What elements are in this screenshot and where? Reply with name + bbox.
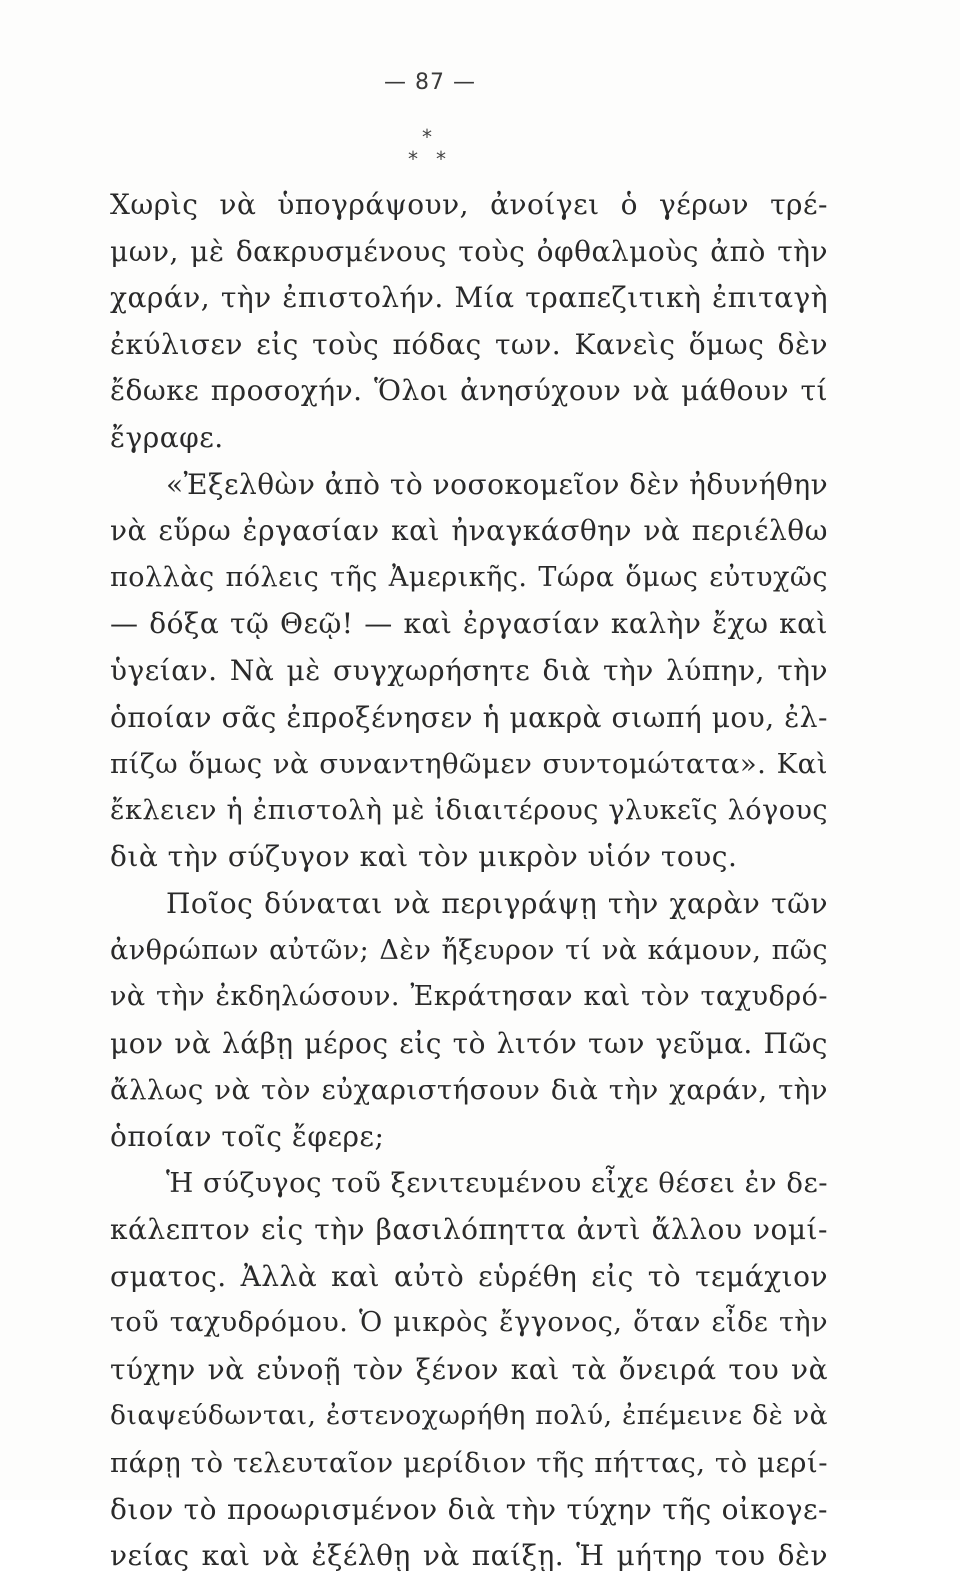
text-line: νὰ εὕρω ἐργασίαν καὶ ἠναγκάσθην νὰ περιέλθω bbox=[110, 514, 828, 548]
text-line: Ἡ σύζυγος τοῦ ξενιτευμένου εἶχε θέσει ἐν δε- bbox=[166, 1167, 828, 1200]
asterisk-left: * bbox=[408, 147, 418, 171]
text-line: τύχην νὰ εὐνοῇ τὸν ξένον καὶ τὰ ὄνειρά του νὰ bbox=[110, 1352, 828, 1386]
text-line: ὁποίαν τοῖς ἔφερε; bbox=[110, 1119, 385, 1153]
text-line: σματος. Ἀλλὰ καὶ αὐτὸ εὑρέθη εἰς τὸ τεμάχιον bbox=[110, 1259, 828, 1293]
text-line: ὁποίαν σᾶς ἐπροξένησεν ἡ μακρὰ σιωπή μου, ἐλ- bbox=[110, 700, 828, 734]
text-line: ἔδωκε προσοχήν. Ὅλοι ἀνησύχουν νὰ μάθουν τί bbox=[110, 374, 828, 408]
text-line: διαψεύδωνται, ἐστενοχωρήθη πολύ, ἐπέμεινε δὲ νὰ bbox=[110, 1400, 828, 1432]
text-line: ἔκλειεν ἡ ἐπιστολὴ μὲ ἰδιαιτέρους γλυκεῖς λόγους bbox=[110, 794, 828, 826]
text-line: τοῦ ταχυδρόμου. Ὁ μικρὸς ἔγγονος, ὅταν εἶδε τὴν bbox=[110, 1307, 828, 1339]
asterisk-top: * bbox=[422, 125, 432, 149]
text-line: διὰ τὴν σύζυγον καὶ τὸν μικρὸν υἱόν τους. bbox=[110, 840, 738, 874]
text-line: Ποῖος δύναται νὰ περιγράψῃ τὴν χαρὰν τῶν bbox=[166, 886, 828, 920]
text-line: «Ἐξελθὼν ἀπὸ τὸ νοσοκομεῖον δὲν ἠδυνήθην bbox=[166, 467, 828, 501]
text-line: κάλεπτον εἰς τὴν βασιλόπηττα ἀντὶ ἄλλου νομί- bbox=[110, 1213, 828, 1247]
text-line: χαράν, τὴν ἐπιστολήν. Μία τραπεζιτικὴ ἐπιταγὴ bbox=[110, 281, 828, 315]
text-line: ἔγραφε. bbox=[110, 420, 224, 454]
section-separator-asterism bbox=[400, 125, 460, 175]
body-text bbox=[110, 182, 828, 1580]
text-line: ἄλλως νὰ τὸν εὐχαριστήσουν διὰ τὴν χαράν, τὴν bbox=[110, 1074, 828, 1107]
text-line: μων, μὲ δακρυσμένους τοὺς ὀφθαλμοὺς ἀπὸ τὴν bbox=[110, 234, 828, 268]
text-line: πάρῃ τὸ τελευταῖον μερίδιον τῆς πήττας, τὸ μερί- bbox=[110, 1447, 828, 1480]
text-line: νὰ τὴν ἐκδηλώσουν. Ἐκράτησαν καὶ τὸν ταχυδρό- bbox=[110, 981, 828, 1013]
text-line: ὑγείαν. Νὰ μὲ συγχωρήσητε διὰ τὴν λύπην, τὴν bbox=[110, 653, 828, 687]
text-line: νείας καὶ νὰ ἐξέλθῃ νὰ παίξῃ. Ἡ μήτηρ του δὲν bbox=[110, 1539, 828, 1573]
text-line: ἐκύλισεν εἰς τοὺς πόδας των. Κανεὶς ὅμως δὲν bbox=[110, 327, 828, 361]
text-line: ἀνθρώπων αὐτῶν; Δὲν ἤξευρον τί νὰ κάμουν, πῶς bbox=[110, 934, 828, 966]
text-line: — δόξα τῷ Θεῷ! — καὶ ἐργασίαν καλὴν ἔχω καὶ bbox=[110, 607, 828, 641]
text-line: πίζω ὅμως νὰ συναντηθῶμεν συντομώτατα». Καὶ bbox=[110, 748, 828, 781]
asterisk-right: * bbox=[436, 147, 446, 171]
page-number: — 87 — bbox=[384, 70, 476, 95]
text-line: πολλὰς πόλεις τῆς Ἀμερικῆς. Τώρα ὅμως εὐτυχῶς bbox=[110, 561, 828, 593]
text-line: μον νὰ λάβῃ μέρος εἰς τὸ λιτόν των γεῦμα. Πῶς bbox=[110, 1026, 828, 1060]
text-line: διον τὸ προωρισμένον διὰ τὴν τύχην τῆς οἰκογε- bbox=[110, 1492, 828, 1526]
text-line: Χωρὶς νὰ ὑπογράψουν, ἀνοίγει ὁ γέρων τρέ- bbox=[110, 188, 828, 221]
